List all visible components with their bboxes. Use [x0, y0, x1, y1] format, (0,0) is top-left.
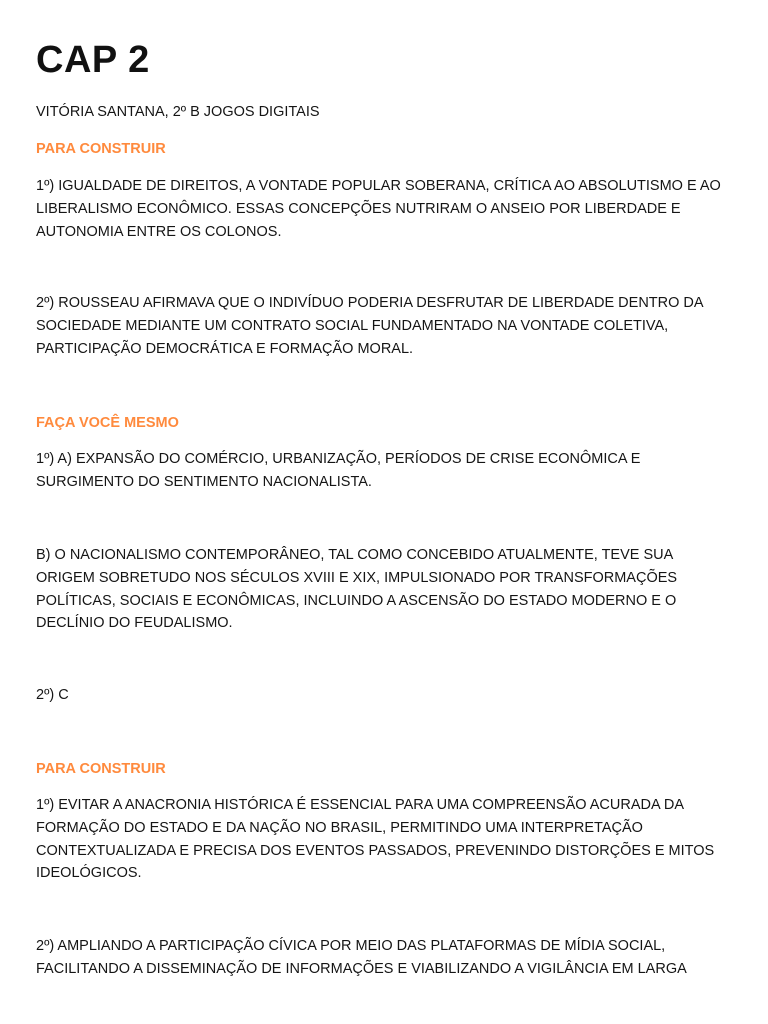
paragraph-line: 2º) ROUSSEAU AFIRMAVA QUE O INDIVÍDUO PODERIA DESFRUTAR DE LIBERDADE DENTRO DA: [36, 295, 704, 311]
section-heading-para-construir-2: PARA CONSTRUIR: [36, 761, 166, 777]
paragraph-line: POLÍTICAS, SOCIAIS E ECONÔMICAS, INCLUINDO A ASCENSÃO DO ESTADO MODERNO E O: [36, 592, 677, 609]
paragraph-line: IDEOLÓGICOS.: [36, 865, 142, 882]
paragraph-line: DECLÍNIO DO FEUDALISMO.: [36, 615, 233, 632]
answer-paragraph-1-2: [36, 292, 736, 360]
answer-paragraph-1-1: [36, 175, 736, 243]
paragraph-line: CONTEXTUALIZADA E PRECISA DOS EVENTOS PASSADOS, PREVENINDO DISTORÇÕES E MITOS: [36, 842, 715, 859]
paragraph-line: 1º) EVITAR A ANACRONIA HISTÓRICA É ESSENCIAL PARA UMA COMPREENSÃO ACURADA DA: [36, 797, 685, 813]
page-title: CAP 2: [36, 39, 150, 81]
answer-paragraph-3-2: [36, 935, 736, 981]
answer-paragraph-2-3: [36, 684, 736, 707]
paragraph-line: SOCIEDADE MEDIANTE UM CONTRATO SOCIAL FUNDAMENTADO NA VONTADE COLETIVA,: [36, 317, 669, 334]
paragraph-line: FACILITANDO A DISSEMINAÇÃO DE INFORMAÇÕES E VIABILIZANDO A VIGILÂNCIA EM LARGA: [36, 960, 687, 977]
paragraph-line: 1º) IGUALDADE DE DIREITOS, A VONTADE POPULAR SOBERANA, CRÍTICA AO ABSOLUTISMO E AO: [36, 178, 721, 194]
paragraph-line: 1º) A) EXPANSÃO DO COMÉRCIO, URBANIZAÇÃO, PERÍODOS DE CRISE ECONÔMICA E: [36, 451, 641, 467]
paragraph-line: AUTONOMIA ENTRE OS COLONOS.: [36, 223, 282, 240]
paragraph-line: FORMAÇÃO DO ESTADO E DA NAÇÃO NO BRASIL, PERMITINDO UMA INTERPRETAÇÃO: [36, 819, 643, 836]
answer-paragraph-2-1: [36, 448, 736, 494]
author-line: VITÓRIA SANTANA, 2º B JOGOS DIGITAIS: [36, 104, 320, 120]
paragraph-line: SURGIMENTO DO SENTIMENTO NACIONALISTA.: [36, 473, 372, 490]
paragraph-line: 2º) AMPLIANDO A PARTICIPAÇÃO CÍVICA POR MEIO DAS PLATAFORMAS DE MÍDIA SOCIAL,: [36, 938, 666, 954]
section-heading-faca-voce-mesmo: FAÇA VOCÊ MESMO: [36, 415, 179, 431]
paragraph-line: PARTICIPAÇÃO DEMOCRÁTICA E FORMAÇÃO MORAL.: [36, 340, 414, 357]
paragraph-line: B) O NACIONALISMO CONTEMPORÂNEO, TAL COMO CONCEBIDO ATUALMENTE, TEVE SUA: [36, 547, 674, 563]
answer-paragraph-2-2: [36, 544, 736, 635]
answer-paragraph-3-1: [36, 794, 736, 885]
paragraph-line: 2º) C: [36, 687, 69, 703]
section-heading-para-construir-1: PARA CONSTRUIR: [36, 141, 166, 157]
paragraph-line: LIBERALISMO ECONÔMICO. ESSAS CONCEPÇÕES NUTRIRAM O ANSEIO POR LIBERDADE E: [36, 200, 681, 217]
paragraph-line: ORIGEM SOBRETUDO NOS SÉCULOS XVIII E XIX, IMPULSIONADO POR TRANSFORMAÇÕES: [36, 569, 678, 586]
